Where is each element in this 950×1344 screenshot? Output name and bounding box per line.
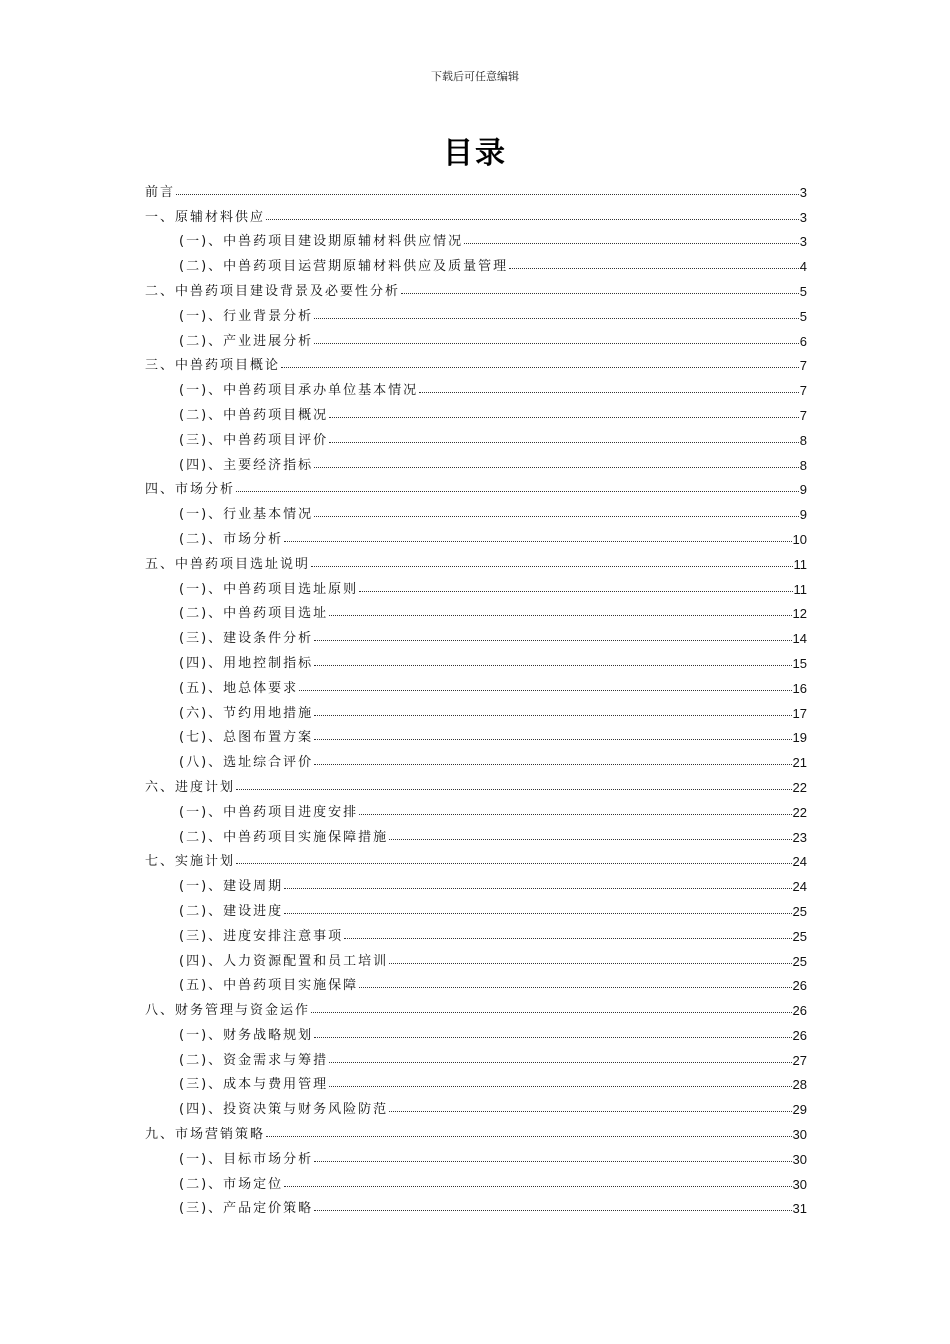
toc-entry[interactable] (145, 373, 807, 398)
toc-leader-dots (284, 541, 791, 542)
toc-entry-page-number: 29 (792, 1102, 807, 1118)
toc-entry[interactable] (145, 1117, 807, 1142)
toc-entry-page-number: 22 (792, 779, 807, 795)
toc-entry-page-number: 9 (799, 507, 807, 523)
toc-leader-dots (314, 343, 799, 344)
toc-leader-dots (281, 367, 799, 368)
toc-entry[interactable] (145, 671, 807, 696)
toc-entry[interactable] (145, 572, 807, 597)
toc-entry-page-number: 7 (799, 383, 807, 399)
toc-entry[interactable] (145, 597, 807, 622)
toc-entry-page-number: 9 (799, 482, 807, 498)
toc-entry-page-number: 11 (793, 556, 807, 572)
toc-leader-dots (314, 1210, 791, 1211)
toc-leader-dots (314, 318, 799, 319)
toc-entry-label: (一)、行业基本情况 (179, 507, 314, 523)
toc-entry-page-number: 5 (799, 308, 807, 324)
toc-entry-page-number: 16 (792, 680, 807, 696)
toc-entry-page-number: 21 (792, 755, 807, 771)
toc-entry[interactable] (145, 721, 807, 746)
toc-entry-page-number: 25 (792, 928, 807, 944)
toc-leader-dots (329, 1086, 791, 1087)
toc-entry-page-number: 8 (799, 432, 807, 448)
toc-entry[interactable] (145, 522, 807, 547)
toc-entry[interactable] (145, 745, 807, 770)
toc-entry-label: (三)、建设条件分析 (179, 631, 314, 647)
toc-entry-label: (一)、中兽药项目建设期原辅材料供应情况 (179, 234, 464, 250)
toc-entry[interactable] (145, 845, 807, 870)
toc-entry-label: (二)、中兽药项目选址 (179, 606, 329, 622)
toc-entry-label: 一、原辅材料供应 (145, 209, 266, 225)
toc-entry-label: (八)、选址综合评价 (179, 755, 314, 771)
toc-entry[interactable] (145, 820, 807, 845)
toc-leader-dots (311, 1012, 792, 1013)
toc-leader-dots (401, 293, 799, 294)
toc-entry-label: (三)、进度安排注意事项 (179, 928, 344, 944)
table-of-contents (145, 175, 807, 1216)
toc-entry-label: (四)、用地控制指标 (179, 655, 314, 671)
toc-entry-label: (二)、中兽药项目实施保障措施 (179, 829, 389, 845)
toc-entry[interactable] (145, 696, 807, 721)
toc-leader-dots (329, 417, 799, 418)
toc-entry-label: 二、中兽药项目建设背景及必要性分析 (145, 283, 401, 299)
toc-leader-dots (236, 789, 792, 790)
toc-entry[interactable] (145, 1167, 807, 1192)
toc-entry[interactable] (145, 249, 807, 274)
toc-entry-page-number: 27 (792, 1052, 807, 1068)
toc-leader-dots (314, 1037, 791, 1038)
toc-entry[interactable] (145, 1142, 807, 1167)
toc-leader-dots (299, 690, 791, 691)
toc-leader-dots (314, 715, 791, 716)
toc-leader-dots (176, 194, 799, 195)
toc-entry[interactable] (145, 225, 807, 250)
toc-entry-label: 六、进度计划 (145, 779, 236, 795)
toc-leader-dots (344, 938, 791, 939)
toc-entry[interactable] (145, 919, 807, 944)
toc-leader-dots (329, 1062, 791, 1063)
toc-entry-page-number: 3 (799, 184, 807, 200)
toc-entry-page-number: 19 (792, 730, 807, 746)
toc-entry[interactable] (145, 299, 807, 324)
toc-entry-label: (二)、产业进展分析 (179, 333, 314, 349)
toc-leader-dots (236, 863, 792, 864)
toc-leader-dots (284, 888, 791, 889)
toc-entry[interactable] (145, 894, 807, 919)
toc-entry-page-number: 4 (799, 259, 807, 275)
toc-entry[interactable] (145, 1043, 807, 1068)
toc-entry-page-number: 7 (799, 358, 807, 374)
toc-entry[interactable] (145, 274, 807, 299)
toc-entry-page-number: 26 (792, 1027, 807, 1043)
toc-entry-label: (一)、财务战略规划 (179, 1027, 314, 1043)
toc-entry-label: (二)、中兽药项目运营期原辅材料供应及质量管理 (179, 259, 509, 275)
toc-entry-page-number: 30 (792, 1127, 807, 1143)
toc-entry[interactable] (145, 795, 807, 820)
toc-leader-dots (329, 615, 791, 616)
toc-leader-dots (311, 566, 792, 567)
toc-leader-dots (314, 764, 791, 765)
toc-entry[interactable] (145, 448, 807, 473)
toc-entry[interactable] (145, 944, 807, 969)
toc-entry-page-number: 14 (792, 631, 807, 647)
toc-leader-dots (389, 839, 791, 840)
toc-leader-dots (359, 814, 791, 815)
toc-leader-dots (389, 1111, 791, 1112)
toc-leader-dots (359, 591, 792, 592)
toc-entry-page-number: 22 (792, 804, 807, 820)
toc-entry-page-number: 24 (792, 854, 807, 870)
toc-entry-page-number: 28 (792, 1077, 807, 1093)
toc-entry[interactable] (145, 1092, 807, 1117)
page-title: 目录 (443, 136, 507, 171)
toc-leader-dots (359, 987, 791, 988)
toc-entry-label: (五)、中兽药项目实施保障 (179, 978, 359, 994)
toc-leader-dots (314, 665, 791, 666)
toc-entry[interactable] (145, 969, 807, 994)
toc-leader-dots (284, 913, 791, 914)
toc-entry-page-number: 5 (799, 283, 807, 299)
toc-entry[interactable] (145, 398, 807, 423)
toc-entry-label: (三)、产品定价策略 (179, 1201, 314, 1217)
toc-entry[interactable] (145, 547, 807, 572)
toc-entry-label: 七、实施计划 (145, 854, 236, 870)
toc-entry[interactable] (145, 324, 807, 349)
toc-entry[interactable] (145, 993, 807, 1018)
toc-entry-label: (二)、市场分析 (179, 531, 284, 547)
toc-entry-label: (一)、目标市场分析 (179, 1151, 314, 1167)
toc-leader-dots (314, 739, 791, 740)
toc-entry[interactable] (145, 646, 807, 671)
toc-entry-page-number: 30 (792, 1176, 807, 1192)
toc-entry-label: (三)、成本与费用管理 (179, 1077, 329, 1093)
toc-leader-dots (314, 1161, 791, 1162)
toc-entry-page-number: 25 (792, 953, 807, 969)
toc-entry-page-number: 23 (792, 829, 807, 845)
toc-leader-dots (314, 467, 799, 468)
toc-entry-label: (一)、中兽药项目进度安排 (179, 804, 359, 820)
toc-entry-page-number: 8 (799, 457, 807, 473)
toc-entry[interactable] (145, 770, 807, 795)
toc-entry[interactable] (145, 175, 807, 200)
toc-entry-page-number: 25 (792, 903, 807, 919)
toc-entry-page-number: 3 (799, 234, 807, 250)
toc-leader-dots (419, 392, 799, 393)
toc-entry-page-number: 24 (792, 879, 807, 895)
toc-entry-label: (一)、行业背景分析 (179, 308, 314, 324)
toc-entry-label: (一)、中兽药项目承办单位基本情况 (179, 383, 419, 399)
toc-leader-dots (464, 243, 799, 244)
toc-entry-label: 九、市场营销策略 (145, 1127, 266, 1143)
toc-entry-page-number: 26 (792, 1003, 807, 1019)
toc-entry-page-number: 26 (792, 978, 807, 994)
toc-entry-label: (六)、节约用地措施 (179, 705, 314, 721)
toc-leader-dots (266, 219, 799, 220)
toc-entry[interactable] (145, 349, 807, 374)
toc-entry[interactable] (145, 869, 807, 894)
toc-entry[interactable] (145, 1068, 807, 1093)
toc-entry-label: 前言 (145, 184, 176, 200)
toc-leader-dots (329, 442, 799, 443)
toc-entry-label: (四)、主要经济指标 (179, 457, 314, 473)
toc-leader-dots (266, 1136, 792, 1137)
toc-entry-label: (二)、中兽药项目概况 (179, 407, 329, 423)
toc-entry-page-number: 11 (793, 581, 807, 597)
toc-entry-label: (一)、建设周期 (179, 879, 284, 895)
toc-entry[interactable] (145, 423, 807, 448)
toc-entry-label: 四、市场分析 (145, 482, 236, 498)
toc-entry-label: (三)、中兽药项目评价 (179, 432, 329, 448)
toc-entry-page-number: 3 (799, 209, 807, 225)
toc-entry-page-number: 6 (799, 333, 807, 349)
toc-leader-dots (314, 516, 799, 517)
toc-entry-page-number: 12 (792, 606, 807, 622)
toc-entry[interactable] (145, 1018, 807, 1043)
toc-entry-label: (四)、人力资源配置和员工培训 (179, 953, 389, 969)
toc-leader-dots (389, 963, 791, 964)
toc-entry[interactable] (145, 497, 807, 522)
toc-entry[interactable] (145, 200, 807, 225)
toc-entry[interactable] (145, 473, 807, 498)
toc-entry-label: (四)、投资决策与财务风险防范 (179, 1102, 389, 1118)
toc-entry-label: (二)、市场定位 (179, 1176, 284, 1192)
header-note: 下载后可任意编辑 (431, 70, 519, 83)
toc-entry-page-number: 10 (792, 531, 807, 547)
toc-entry-page-number: 17 (792, 705, 807, 721)
toc-entry-page-number: 30 (792, 1151, 807, 1167)
toc-leader-dots (314, 640, 791, 641)
toc-entry-label: 三、中兽药项目概论 (145, 358, 281, 374)
toc-entry[interactable] (145, 621, 807, 646)
toc-entry-label: (二)、建设进度 (179, 903, 284, 919)
toc-entry-label: (一)、中兽药项目选址原则 (179, 581, 359, 597)
toc-entry-page-number: 15 (792, 655, 807, 671)
toc-entry-page-number: 31 (792, 1201, 807, 1217)
toc-entry-label: (五)、地总体要求 (179, 680, 299, 696)
toc-entry-label: 五、中兽药项目选址说明 (145, 556, 311, 572)
toc-leader-dots (284, 1186, 791, 1187)
toc-leader-dots (236, 491, 799, 492)
toc-entry[interactable] (145, 1192, 807, 1217)
toc-entry-label: (二)、资金需求与筹措 (179, 1052, 329, 1068)
toc-leader-dots (509, 268, 799, 269)
toc-entry-label: 八、财务管理与资金运作 (145, 1003, 311, 1019)
toc-entry-label: (七)、总图布置方案 (179, 730, 314, 746)
toc-entry-page-number: 7 (799, 407, 807, 423)
